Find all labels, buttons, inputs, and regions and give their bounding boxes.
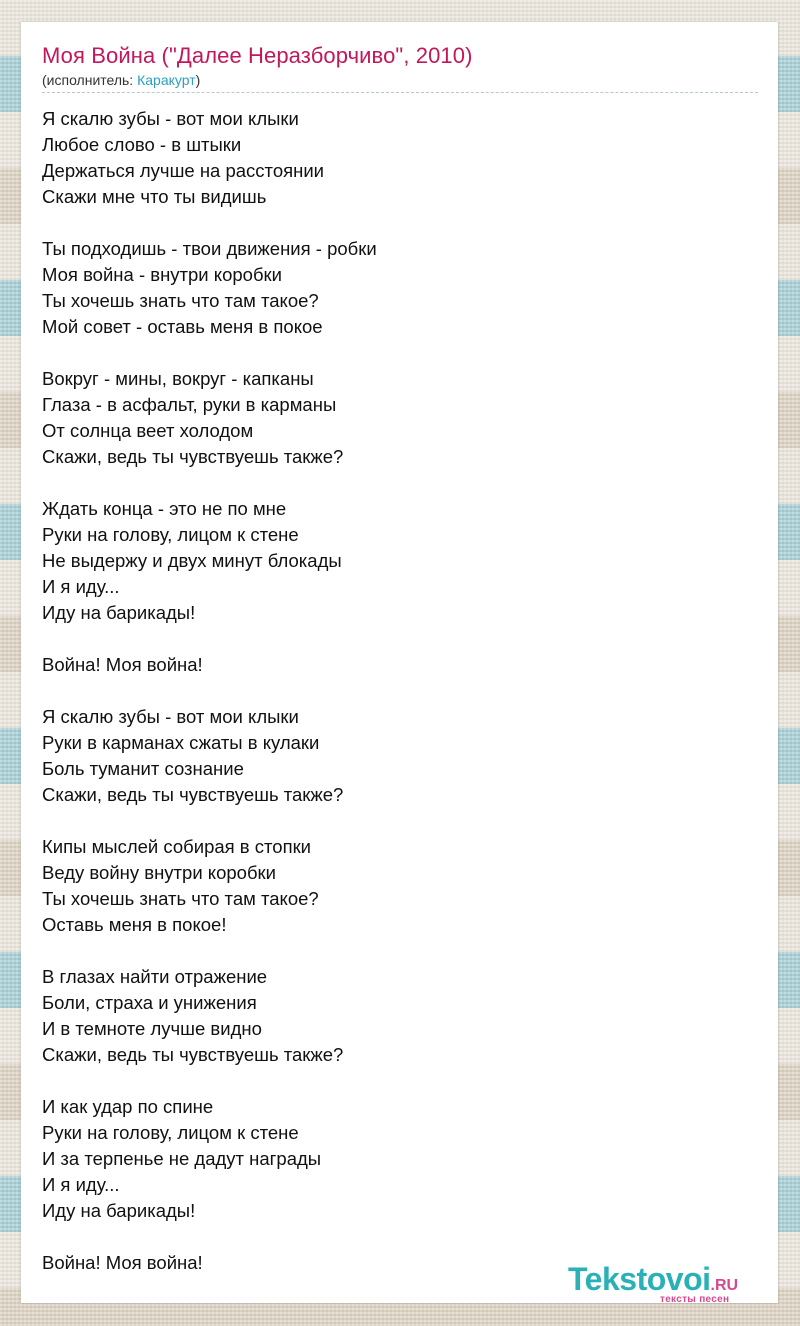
lyrics-line: И я иду... — [42, 576, 120, 597]
lyrics-line: Боль туманит сознание — [42, 758, 244, 779]
lyrics-line: Мой совет - оставь меня в покое — [42, 316, 323, 337]
artist-suffix: ) — [195, 72, 201, 88]
lyrics-line: Держаться лучше на расстоянии — [42, 160, 325, 181]
lyrics-line: Иду на барикады! — [42, 1200, 196, 1221]
lyrics-line: Кипы мыслей собирая в стопки — [42, 836, 312, 857]
lyrics-line: Глаза - в асфальт, руки в карманы — [42, 394, 337, 415]
site-logo[interactable] — [568, 1260, 778, 1308]
lyrics-stanza — [42, 704, 742, 808]
lyrics-stanza — [42, 106, 742, 210]
lyrics-stanza — [42, 366, 742, 470]
logo-main-text: Tekstovoi — [568, 1261, 711, 1297]
logo-tagline: тексты песен — [660, 1294, 730, 1305]
lyrics-line: Боли, страха и унижения — [42, 992, 257, 1013]
lyrics-line: Вокруг - мины, вокруг - капканы — [42, 368, 314, 389]
logo-tld: .RU — [710, 1277, 739, 1294]
lyrics-line: Руки на голову, лицом к стене — [42, 524, 299, 545]
lyrics-stanza — [42, 1094, 742, 1224]
artist-prefix: (исполнитель: — [42, 72, 138, 88]
lyrics-line: Скажи, ведь ты чувствуешь также? — [42, 784, 344, 805]
lyrics-line: Руки в карманах сжаты в кулаки — [42, 732, 320, 753]
song-title: Моя Война ("Далее Неразборчиво", 2010) — [42, 43, 473, 68]
lyrics-line: От солнца веет холодом — [42, 420, 254, 441]
lyrics-stanza — [42, 236, 742, 340]
lyrics-line: И в темноте лучше видно — [42, 1018, 262, 1039]
lyrics-line: Моя война - внутри коробки — [42, 264, 282, 285]
lyrics-line: Руки на голову, лицом к стене — [42, 1122, 299, 1143]
lyrics-stanza — [42, 834, 742, 938]
lyrics-stanza — [42, 496, 742, 626]
lyrics-line: Война! Моя война! — [42, 654, 203, 675]
lyrics-line: И за терпенье не дадут награды — [42, 1148, 322, 1169]
lyrics-line: Веду войну внутри коробки — [42, 862, 276, 883]
lyrics-line: Скажи, ведь ты чувствуешь также? — [42, 446, 344, 467]
lyrics-line: Ждать конца - это не по мне — [42, 498, 287, 519]
lyrics-line: И как удар по спине — [42, 1096, 214, 1117]
artist-link[interactable]: Каракурт — [137, 72, 196, 88]
lyrics-line: Скажи, ведь ты чувствуешь также? — [42, 1044, 344, 1065]
lyrics-line: Я скалю зубы - вот мои клыки — [42, 706, 299, 727]
lyrics-line: В глазах найти отражение — [42, 966, 268, 987]
lyrics-line: Любое слово - в штыки — [42, 134, 242, 155]
lyrics-line: Ты хочешь знать что там такое? — [42, 888, 319, 909]
lyrics-line: Я скалю зубы - вот мои клыки — [42, 108, 299, 129]
lyrics-line: Ты подходишь - твои движения - робки — [42, 238, 377, 259]
title-divider — [42, 92, 758, 93]
lyrics-body — [42, 106, 742, 1276]
lyrics-line: Ты хочешь знать что там такое? — [42, 290, 319, 311]
lyrics-line: Война! Моя война! — [42, 1252, 203, 1273]
lyrics-line: И я иду... — [42, 1174, 120, 1195]
lyrics-line: Не выдержу и двух минут блокады — [42, 550, 342, 571]
lyrics-line: Скажи мне что ты видишь — [42, 186, 267, 207]
lyrics-line: Оставь меня в покое! — [42, 914, 227, 935]
lyrics-stanza — [42, 964, 742, 1068]
artist-line — [42, 72, 200, 88]
lyrics-stanza — [42, 652, 742, 678]
lyrics-sheet — [21, 22, 778, 1303]
lyrics-line: Иду на барикады! — [42, 602, 196, 623]
